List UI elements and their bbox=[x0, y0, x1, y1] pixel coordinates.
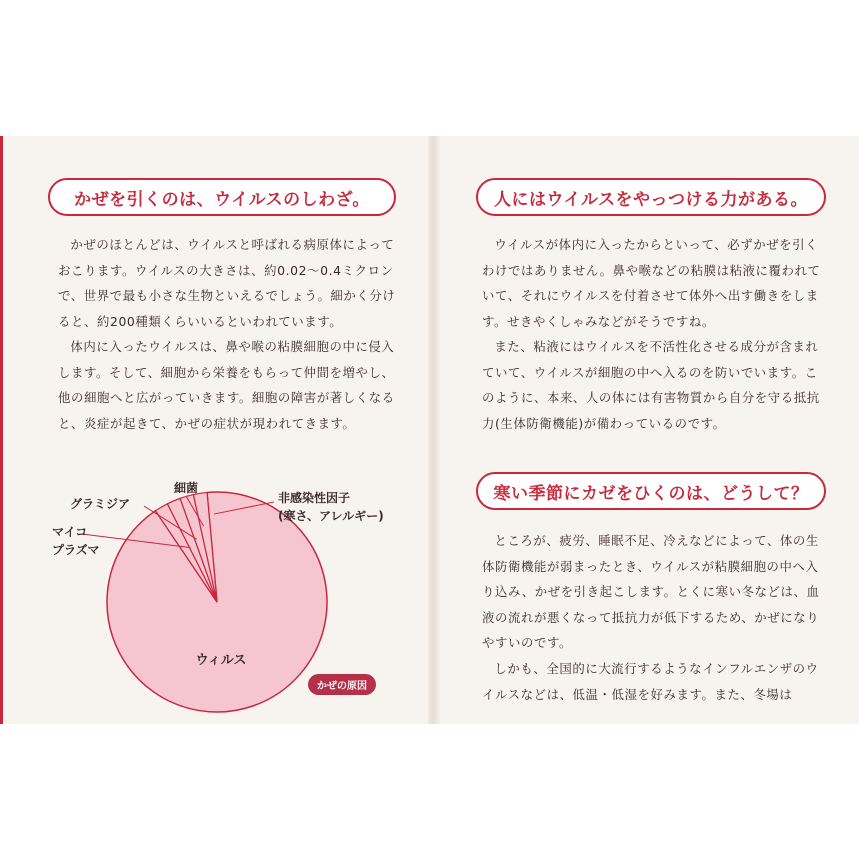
right-page bbox=[440, 136, 859, 724]
paragraph-mucus-defense: ウイルスが体内に入ったからといって、必ずかぜを引くわけではありません。鼻や喉などの粘膜は粘液に覆われていて、それにウイルスを付着させて体外へ出す働きをします。せきやくしゃみなどがそうですね。 bbox=[482, 237, 821, 329]
center-fold bbox=[428, 136, 440, 724]
cold-causes-chart bbox=[52, 442, 400, 702]
label-chlamydia: グラミジア bbox=[70, 497, 131, 511]
pie-chart bbox=[52, 442, 400, 702]
paragraph-influenza: しかも、全国的に大流行するようなインフルエンザのウイルスなどは、低温・低湿を好みます。また、冬場は bbox=[482, 661, 819, 702]
paragraph-weakened-defense: ところが、疲労、睡眠不足、冷えなどによって、体の生体防衛機能が弱まったとき、ウイルスが粘膜細胞の中へ入り込み、かぜを引き起こします。とくに寒い冬などは、血液の流れが悪くなって抵抗力が低下するため、かぜになりやすいのです。 bbox=[482, 533, 820, 651]
chart-title-tag: かぜの原因 bbox=[308, 674, 376, 695]
label-noninfectious-2: (寒さ、アレルギー) bbox=[278, 509, 384, 523]
label-mycoplasma-1: マイコ bbox=[52, 525, 88, 539]
label-noninfectious-1: 非感染性因子 bbox=[278, 491, 351, 505]
paragraph-virus-intro: かぜのほとんどは、ウイルスと呼ばれる病原体によっておこります。ウイルスの大きさは、約0.02〜0.4ミクロンで、世界で最も小さな生物といえるでしょう。細かく分けると、約200種類くらいいるといわれています。 bbox=[58, 237, 396, 329]
heading-body-defense: 人にはウイルスをやっつける力がある。 bbox=[476, 178, 826, 216]
label-virus: ウィルス bbox=[195, 653, 247, 668]
heading-virus-cause: かぜを引くのは、ウイルスのしわざ。 bbox=[48, 178, 396, 216]
left-page bbox=[0, 136, 428, 724]
heading-winter-cold: 寒い季節にカゼをひくのは、どうして？ bbox=[476, 472, 826, 510]
paragraph-resistance: また、粘液にはウイルスを不活性化させる成分が含まれていて、ウイルスが細胞の中へ入るのを防いでいます。このように、本来、人の体には有害物質から自分を守る抵抗力(生体防衛機能)が備わっているのです。 bbox=[482, 339, 820, 431]
label-bacteria: 細菌 bbox=[174, 481, 199, 495]
paragraph-virus-infection: 体内に入ったウイルスは、鼻や喉の粘膜細胞の中に侵入します。そして、細胞から栄養をもらって仲間を増やし、他の細胞へと広がっていきます。細胞の障害が著しくなると、炎症が起きて、かぜの症状が現われてきます。 bbox=[58, 339, 395, 431]
label-mycoplasma-2: プラズマ bbox=[52, 543, 100, 557]
